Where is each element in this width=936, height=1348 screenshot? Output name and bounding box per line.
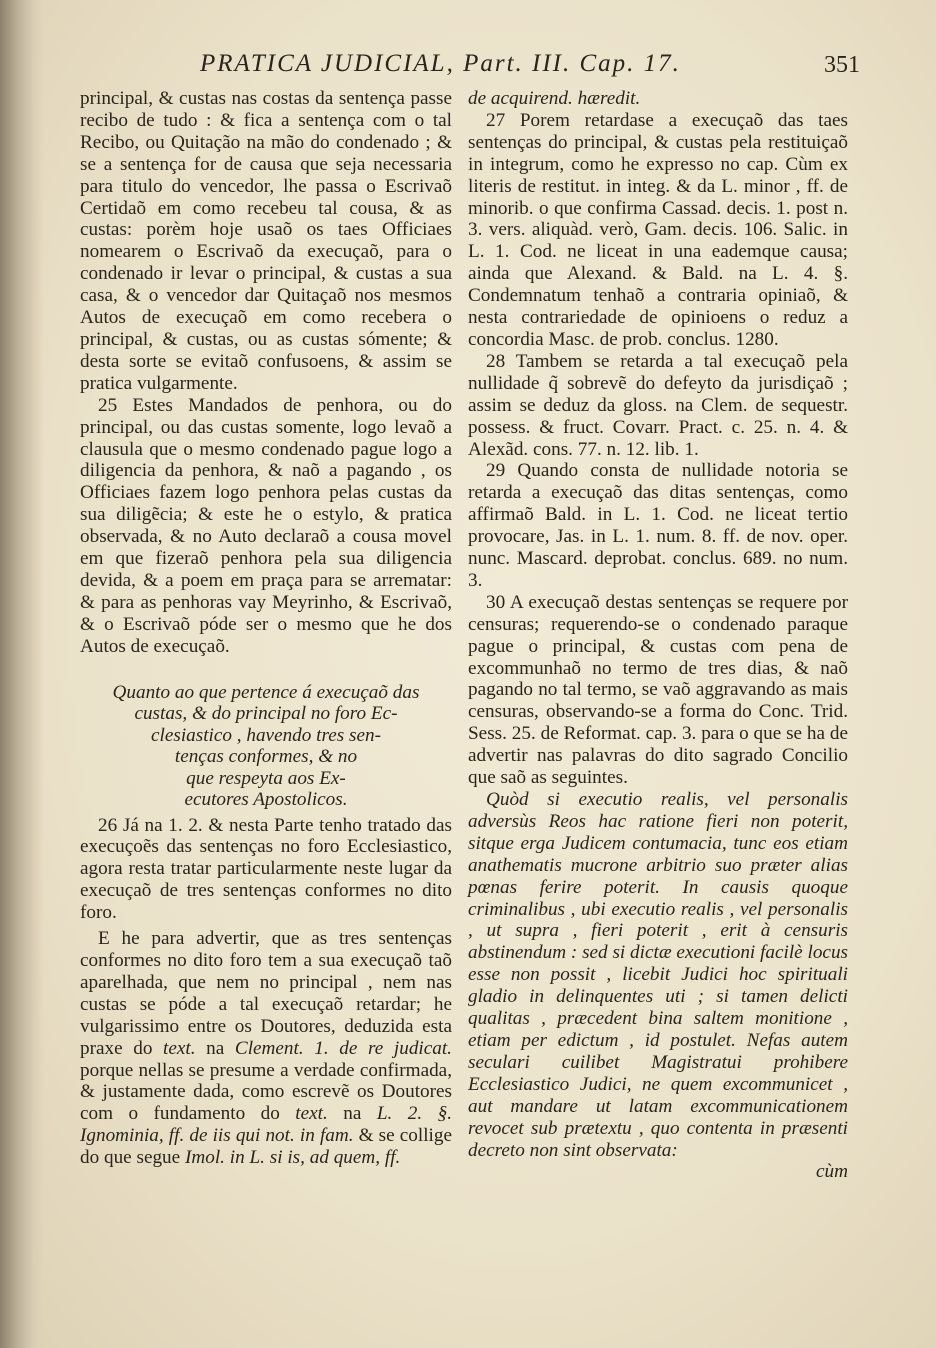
left-column bbox=[80, 88, 452, 1169]
citation: text. bbox=[295, 1103, 328, 1125]
text-run: porque nellas se presume a verdade confirmada, & justamente dada, como escrevẽ os Doutores com o fundamento do bbox=[80, 1059, 452, 1125]
continuation-line: de acquirend. hæredit. bbox=[468, 88, 641, 109]
paragraph-30: 30 A execuçaõ destas sentenças se requere por censuras; requerendo-se o condenado paraque pague o principal, & custas com pena de excommunhaõ no termo de tres dias, & naõ pagando no tal termo, se vaõ aggravando as mais censuras, observando-se a forma do Conc. Trid. Sess. 25. de Reformat. cap. 3. para o que se ha de advertir nas palavras do dito sagrado Concilio que saõ as seguintes. bbox=[468, 591, 848, 789]
heading-line: tenças conformes, & no bbox=[174, 746, 358, 768]
citation: Imol. in L. si is, ad quem, ff. bbox=[184, 1147, 401, 1169]
paragraph-intro: principal, & custas nas costas da sentença passe recibo de tudo : & fica a sentença com o tal Recibo, ou Quitação na mão do condenado ; & se a sentença for de causa que seja necessaria para titulo do vencedor, lhe passa o Escrivaõ Certidaõ em como recebeu tal cousa, & as custas: porèm hoje usaõ os taes Officiaes nomearem o Escrivaõ da execuçaõ, para o condenado ir levar o principal, & custas a sua casa, & o vencedor dar Quitaçaõ nos mesmos Autos de execuçaõ em como recebera o principal, & custas, ou as custas sómente; & desta sorte se evitaõ confusoens, & assim se pratica vulgarmente. bbox=[80, 88, 452, 394]
section-heading bbox=[80, 682, 452, 811]
heading-line: Quanto ao que pertence á execuçaõ das bbox=[112, 681, 420, 703]
text-run: na bbox=[327, 1103, 377, 1125]
heading-line: ecutores Apostolicos. bbox=[184, 789, 348, 811]
page-number: 351 bbox=[824, 52, 860, 78]
heading-line: custas, & do principal no foro Ec- bbox=[134, 703, 398, 725]
citation: text. bbox=[163, 1037, 196, 1059]
citation: L. 2. §. Ignominia, ff. de iis qui not. in fam. bbox=[80, 1103, 452, 1147]
right-column bbox=[468, 88, 848, 1183]
paragraph-25: 25 Estes Mandados de penhora, ou do principal, ou das custas somente, logo levaõ a clausula que o mesmo condenado pague logo a diligencia da penhora, & naõ a pagando , os Officiaes fazem logo penhora pelas custas da sua diligẽcia; & este he o estylo, & pratica observada, & no Auto declaraõ a cousa movel em que fizeraõ penhora pela sua diligencia devida, & a poem em praça para se arrematar: & para as penhoras vay Meyrinho, & Escrivaõ, & o Escrivaõ póde ser o mesmo que he dos Autos de execuçaõ. bbox=[80, 394, 452, 657]
running-header bbox=[200, 50, 860, 86]
binding-gutter bbox=[0, 0, 44, 1348]
catchword: cùm bbox=[816, 1161, 848, 1183]
text-run: na bbox=[195, 1037, 235, 1059]
paragraph-28: 28 Tambem se retarda a tal execuçaõ pela nullidade q̃ sobrevẽ do defeyto da jurisdiçaõ ; assim se deduz da gloss. na Clem. de sequestr. possess. & fruct. Covarr. Pract. c. 25. n. 4. & Alexãd. cons. 77. n. 12. lib. 1. bbox=[468, 350, 848, 460]
paragraph-29: 29 Quando consta de nullidade notoria se retarda a execuçaõ das ditas sentenças, como affirmaõ Bald. in L. 1. Cod. ne liceat tertio provocare, Jas. in L. 1. num. 8. ff. de nov. oper. nunc. Mascard. deprobat. conclus. 689. no num. 3. bbox=[468, 460, 848, 591]
citation: Clement. 1. de re judicat. bbox=[234, 1037, 452, 1059]
text-run: & se collige do que segue bbox=[80, 1125, 452, 1169]
paragraph-e-he bbox=[80, 928, 452, 1169]
running-title: PRATICA JUDICIAL, Part. III. Cap. 17. bbox=[200, 50, 681, 77]
paragraph-27: 27 Porem retardase a execuçaõ das taes sentenças do principal, & custas pela restituiçaõ in integrum, como he expresso no cap. Cùm ex literis de restitut. in integ. & da L. minor , ff. de minorib. o que confirma Cassad. decis. 1. post n. 3. vers. aliquàd. verò, Gam. decis. 106. Salic. in L. 1. Cod. ne liceat in una eademque causa; ainda que Alexand. & Bald. na L. 4. §. Condemnatum tenhaõ a contraria opiniaõ, & nesta contrariedade de opinioens o reduz a concordia Masc. de prob. conclus. 1280. bbox=[468, 109, 848, 350]
heading-line: que respeyta aos Ex- bbox=[186, 767, 346, 789]
text-run: E he para advertir, que as tres sentenças conformes no dito foro tem a sua execuçaõ taõ aparelhada, que nem no principal , nem nas custas se póde a tal execuçaõ retardar; he vulgarissimo entre os Doutores, deduzida esta praxe do bbox=[80, 928, 452, 1059]
latin-quotation: Quòd si executio realis, vel personalis adversùs Reos hac ratione fieri non poterit, sitque erga Judicem contumacia, tunc eos etiam anathematis mucrone arbitrio suo præter alias pœnas ferire poterit. In causis quoque criminalibus , ubi executio realis , vel personalis , ut supra , fieri poterit , erit à censuris abstinendum : sed si dictæ executioni facilè locus esse non possit , licebit Judici hoc spirituali gladio in delinquentes uti ; si tamen delicti qualitas , præcedent bina saltem monitione , etiam per edictum , id postulet. Nefas autem seculari cuilibet Magistratui prohibere Ecclesiastico Judici, ne quem excommunicet , aut mandare ut latam excommunicationem revocet sub prætextu , quo contenta in præsenti decreto non sint observata: bbox=[468, 789, 848, 1161]
heading-line: clesiastico , havendo tres sen- bbox=[150, 724, 381, 746]
paragraph-26: 26 Já na 1. 2. & nesta Parte tenho tratado das execuçoẽs das sentenças no foro Ecclesiastico, agora resta tratar particularmente neste lugar da execuçaõ de tres sentenças conformes no dito foro. bbox=[80, 814, 452, 924]
